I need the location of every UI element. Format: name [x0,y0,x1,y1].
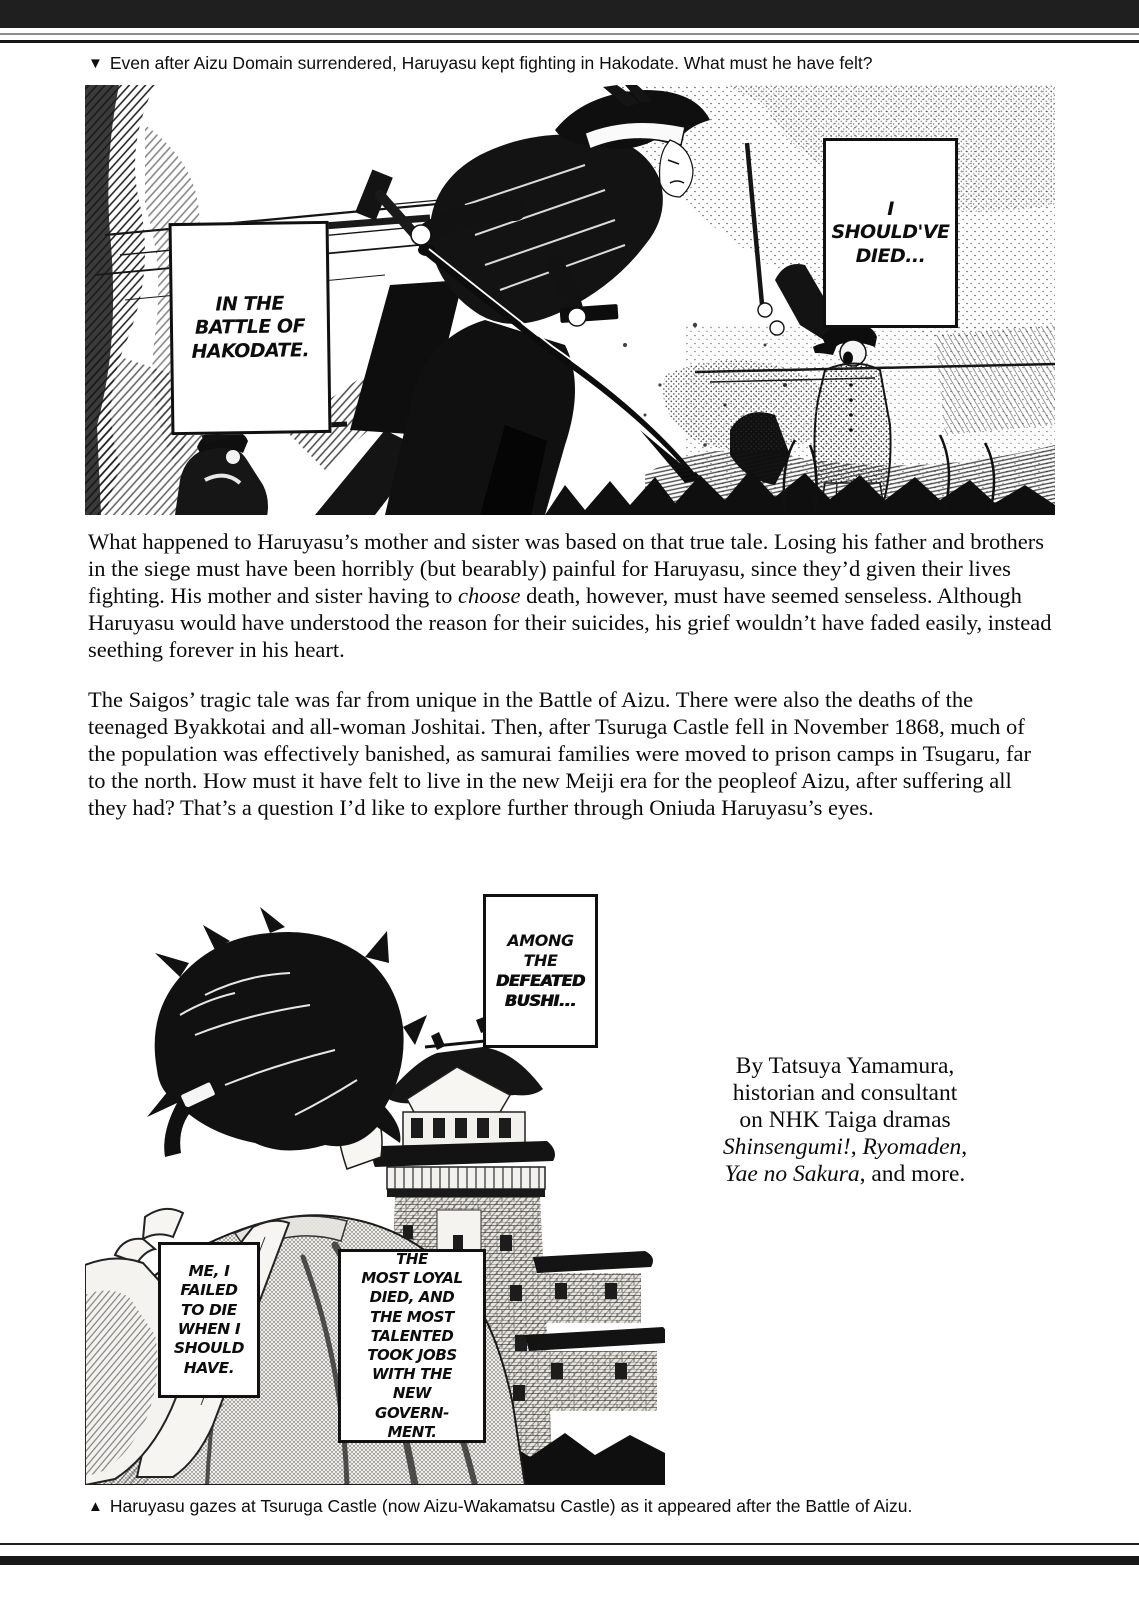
bubble-line: ME, I [188,1261,230,1280]
credit-separator: , [850,1134,863,1160]
bubble-line: WITH THE [372,1365,452,1384]
bubble-line: DIED... [855,244,926,267]
bubble-line: TOOK JOBS [367,1346,457,1364]
bubble-line: IN THE [215,292,285,316]
up-triangle-icon: ▲ [88,1498,103,1515]
bubble-line: FAILED [180,1281,238,1300]
bubble-line: HAKODATE. [191,338,310,363]
credit-line: historian and consultant [732,1080,958,1106]
essay-italic-word: choose [457,582,521,608]
bottom-thin-rule [0,1543,1139,1545]
bubble-line: DIED, AND [369,1288,455,1307]
bottom-black-bar [0,1556,1139,1565]
bubble-line: MENT. [387,1422,437,1441]
bubble-line: TALENTED [370,1326,454,1345]
bubble-line: I [887,198,894,221]
bubble-line: WHEN I [177,1320,241,1338]
essay-text: The Saigos’ tragic tale was far from unique in the Battle of Aizu. There were also the deaths of the teenaged Byakkotai and all-woman Joshitai. Then, after Tsuruga Castle fell in November 1868, much of the population was effectively banished, as samurai families were moved to prison camps in Tsugaru, far to the north. How must it have felt to live in the new Meiji era for the peopleof Aizu, after suffering all they had? That’s a question I’d like to explore further through Oniuda Haruyasu’s eyes. [88,687,1031,820]
drama-title: Ryomaden [862,1134,962,1160]
down-triangle-icon: ▼ [88,55,103,72]
bottom-caption-text: Haruyasu gazes at Tsuruga Castle (now Aizu-Wakamatsu Castle) as it appeared after the Battle of Aizu. [109,1496,913,1516]
essay-paragraph-2 [88,687,1053,822]
speech-bubble-loyal [338,1249,486,1443]
essay-text: death, however, must have seemed senseless. Although Haruyasu would have understood the reason for their suicides, his grief wouldn’t have faded easily, instead seething forever in his heart. [88,582,1052,662]
credit-line [645,1134,1045,1161]
speech-bubble-died [823,138,958,328]
top-black-rule [0,40,1139,43]
bubble-line: AMONG [507,931,574,950]
bubble-line: TO DIE [181,1300,237,1319]
bubble-line: HAVE. [183,1358,235,1377]
speech-bubble-hakodate [169,221,332,435]
top-caption [88,53,1068,74]
top-black-bar [0,0,1139,28]
speech-bubble-failed [158,1242,260,1398]
drama-title: Yae no Sakura [724,1161,860,1187]
bubble-line: THE [523,951,558,970]
bubble-line: THE [396,1250,428,1269]
bubble-line: DEFEATED [496,971,585,990]
top-caption-text: Even after Aizu Domain surrendered, Haruyasu kept fighting in Hakodate. What must he have felt? [109,53,873,73]
speech-bubble-among [483,894,598,1048]
drama-title: Shinsengumi! [722,1134,851,1160]
battle-panel-art [85,85,1055,515]
bubble-line: MOST LOYAL [361,1269,463,1288]
credit-line [645,1161,1045,1188]
top-gray-rule [0,33,1139,35]
bubble-line: THE MOST [370,1307,454,1326]
bubble-line: SHOULD [173,1339,245,1358]
bubble-line: GOVERN- [375,1403,449,1422]
bottom-caption [88,1496,1068,1517]
credit-separator: , [961,1134,968,1160]
credit-line: By Tatsuya Yamamura, [735,1053,955,1079]
bubble-line: SHOULD'VE [831,221,950,244]
credit-line: on NHK Taiga dramas [739,1107,951,1133]
credit-separator: , and more. [859,1161,966,1187]
bubble-line: NEW [392,1384,432,1403]
bubble-line: BATTLE OF [194,315,306,340]
essay-text: What happened to Haruyasu’s mother and sister was based on that true tale. Losing his father and brothers in the siege must have been horribly (but bearably) painful for Haruyasu, since they’d given their lives fighting. His mother and sister having to [88,529,1044,608]
essay-paragraph-1 [88,529,1053,664]
bubble-line: BUSHI... [504,991,577,1010]
author-credit [645,1053,1045,1188]
